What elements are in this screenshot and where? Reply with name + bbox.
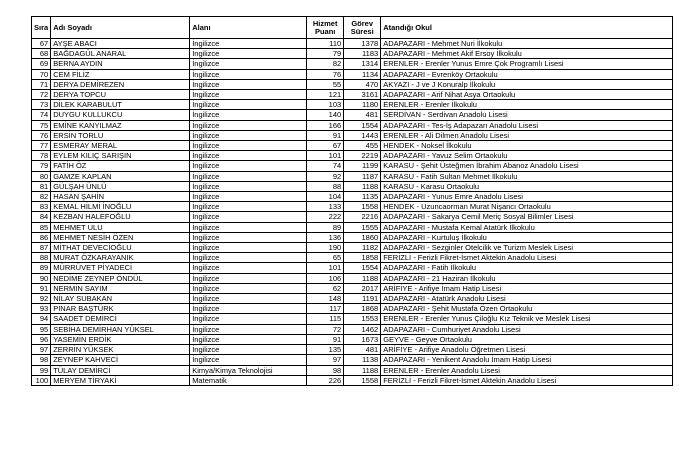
cell-sira: 98	[32, 355, 51, 365]
table-row	[32, 151, 673, 161]
cell-gorev-suresi: 1443	[344, 130, 381, 140]
cell-gorev-suresi: 1183	[344, 49, 381, 59]
cell-adi-soyadi: MERYEM TİRYAKİ	[51, 375, 190, 385]
table-row	[32, 130, 673, 140]
header-alani: Alanı	[190, 17, 307, 39]
table-row	[32, 273, 673, 283]
cell-adi-soyadi: NİLAY SUBAKAN	[51, 294, 190, 304]
cell-atandigi-okul: ADAPAZARI - Tes-İş Adapazarı Anadolu Lisesi	[381, 120, 673, 130]
cell-atandigi-okul: ARİFİYE - Arifiye Anadolu Öğretmen Lisesi	[381, 345, 673, 355]
cell-adi-soyadi: MÜRRÜVET PİYADECİ	[51, 263, 190, 273]
table-row	[32, 294, 673, 304]
cell-atandigi-okul: ADAPAZARI - Yavuz Selim Ortaokulu	[381, 151, 673, 161]
cell-sira: 84	[32, 212, 51, 222]
cell-alani: İngilizce	[190, 202, 307, 212]
cell-alani: İngilizce	[190, 304, 307, 314]
cell-atandigi-okul: ERENLER - Erenler İlkokulu	[381, 100, 673, 110]
cell-atandigi-okul: ADAPAZARI - Mehmet Akif Ersoy İlkokulu	[381, 49, 673, 59]
cell-adi-soyadi: CEM FİLİZ	[51, 69, 190, 79]
cell-sira: 77	[32, 141, 51, 151]
cell-alani: İngilizce	[190, 355, 307, 365]
cell-sira: 78	[32, 151, 51, 161]
cell-alani: İngilizce	[190, 222, 307, 232]
cell-adi-soyadi: AYŞE ABACI	[51, 39, 190, 49]
cell-alani: İngilizce	[190, 283, 307, 293]
cell-atandigi-okul: KARASU - Şehit Üsteğmen İbrahim Abanoz Anadolu Lisesi	[381, 161, 673, 171]
cell-hizmet-puani: 65	[307, 253, 344, 263]
cell-alani: İngilizce	[190, 171, 307, 181]
cell-sira: 82	[32, 192, 51, 202]
cell-sira: 69	[32, 59, 51, 69]
cell-alani: İngilizce	[190, 120, 307, 130]
cell-adi-soyadi: NEDİME ZEYNEP ÖNDÜL	[51, 273, 190, 283]
cell-atandigi-okul: HENDEK - Uzuncaorman Murat Nişancı Ortaokulu	[381, 202, 673, 212]
cell-sira: 95	[32, 324, 51, 334]
table-body	[32, 39, 673, 386]
cell-atandigi-okul: SERDİVAN - Serdivan Anadolu Lisesi	[381, 110, 673, 120]
cell-alani: İngilizce	[190, 151, 307, 161]
cell-alani: İngilizce	[190, 345, 307, 355]
cell-hizmet-puani: 101	[307, 151, 344, 161]
cell-adi-soyadi: YASEMİN ERDİK	[51, 334, 190, 344]
cell-alani: İngilizce	[190, 100, 307, 110]
cell-adi-soyadi: ZERRİN YÜKSEK	[51, 345, 190, 355]
cell-sira: 88	[32, 253, 51, 263]
table-row	[32, 120, 673, 130]
header-gorev-suresi-label: Görev Süresi	[350, 18, 374, 36]
table-row	[32, 334, 673, 344]
cell-atandigi-okul: ADAPAZARI - Yunus Emre Anadolu Lisesi	[381, 192, 673, 202]
cell-atandigi-okul: AKYAZI - J ve J Konuralp İlkokulu	[381, 79, 673, 89]
cell-adi-soyadi: DUYGU KULLUKCU	[51, 110, 190, 120]
cell-hizmet-puani: 190	[307, 243, 344, 253]
header-sira: Sıra	[32, 17, 51, 39]
table-row	[32, 202, 673, 212]
cell-gorev-suresi: 1860	[344, 232, 381, 242]
cell-adi-soyadi: HASAN ŞAHİN	[51, 192, 190, 202]
cell-adi-soyadi: MURAT ÖZKARAYANIK	[51, 253, 190, 263]
cell-adi-soyadi: PINAR BAŞTÜRK	[51, 304, 190, 314]
cell-sira: 81	[32, 181, 51, 191]
cell-hizmet-puani: 226	[307, 375, 344, 385]
table-row	[32, 69, 673, 79]
cell-gorev-suresi: 1558	[344, 202, 381, 212]
cell-hizmet-puani: 72	[307, 324, 344, 334]
table-row	[32, 181, 673, 191]
cell-hizmet-puani: 148	[307, 294, 344, 304]
cell-alani: İngilizce	[190, 324, 307, 334]
cell-sira: 68	[32, 49, 51, 59]
cell-atandigi-okul: ADAPAZARI - Yenikent Anadolu İmam Hatip Lisesi	[381, 355, 673, 365]
cell-adi-soyadi: EYLEM KILIÇ SARIŞIN	[51, 151, 190, 161]
cell-hizmet-puani: 140	[307, 110, 344, 120]
table-row	[32, 304, 673, 314]
header-hizmet-puani	[307, 17, 344, 39]
cell-hizmet-puani: 136	[307, 232, 344, 242]
table-row	[32, 100, 673, 110]
cell-alani: İngilizce	[190, 212, 307, 222]
cell-hizmet-puani: 106	[307, 273, 344, 283]
cell-hizmet-puani: 76	[307, 69, 344, 79]
cell-hizmet-puani: 135	[307, 345, 344, 355]
cell-sira: 74	[32, 110, 51, 120]
cell-atandigi-okul: ARİFİYE - Arifiye İmam Hatip Lisesi	[381, 283, 673, 293]
cell-adi-soyadi: DERYA DEMİREZEN	[51, 79, 190, 89]
cell-gorev-suresi: 1555	[344, 222, 381, 232]
table-row	[32, 314, 673, 324]
cell-adi-soyadi: MEHMET ULU	[51, 222, 190, 232]
cell-atandigi-okul: ERENLER - Erenler Yunus Çiloğlu Kız Teknik ve Meslek Lisesi	[381, 314, 673, 324]
cell-atandigi-okul: ADAPAZARI - Mehmet Nuri İlkokulu	[381, 39, 673, 49]
cell-sira: 79	[32, 161, 51, 171]
cell-alani: İngilizce	[190, 334, 307, 344]
table-row	[32, 79, 673, 89]
cell-hizmet-puani: 222	[307, 212, 344, 222]
cell-alani: İngilizce	[190, 59, 307, 69]
cell-atandigi-okul: ADAPAZARI - Mustafa Kemal Atatürk İlkokulu	[381, 222, 673, 232]
table-row	[32, 283, 673, 293]
cell-alani: İngilizce	[190, 253, 307, 263]
table-row	[32, 161, 673, 171]
cell-sira: 71	[32, 79, 51, 89]
cell-gorev-suresi: 1558	[344, 375, 381, 385]
cell-adi-soyadi: DİLEK KARABULUT	[51, 100, 190, 110]
cell-gorev-suresi: 1138	[344, 355, 381, 365]
cell-hizmet-puani: 92	[307, 171, 344, 181]
cell-alani: İngilizce	[190, 161, 307, 171]
table-row	[32, 49, 673, 59]
cell-atandigi-okul: ADAPAZARI - 21 Haziran İlkokulu	[381, 273, 673, 283]
cell-atandigi-okul: GEYVE - Geyve Ortaokulu	[381, 334, 673, 344]
cell-hizmet-puani: 97	[307, 355, 344, 365]
cell-adi-soyadi: GÜLŞAH ÜNLÜ	[51, 181, 190, 191]
table-row	[32, 355, 673, 365]
cell-sira: 87	[32, 243, 51, 253]
cell-sira: 94	[32, 314, 51, 324]
cell-gorev-suresi: 455	[344, 141, 381, 151]
cell-hizmet-puani: 121	[307, 90, 344, 100]
cell-sira: 76	[32, 130, 51, 140]
header-atandigi-okul: Atandığı Okul	[381, 17, 673, 39]
cell-sira: 91	[32, 283, 51, 293]
cell-gorev-suresi: 1673	[344, 334, 381, 344]
table-row	[32, 192, 673, 202]
cell-alani: İngilizce	[190, 90, 307, 100]
cell-adi-soyadi: SAADET DEMİRCİ	[51, 314, 190, 324]
cell-sira: 75	[32, 120, 51, 130]
cell-hizmet-puani: 67	[307, 141, 344, 151]
cell-gorev-suresi: 1199	[344, 161, 381, 171]
cell-hizmet-puani: 104	[307, 192, 344, 202]
cell-hizmet-puani: 98	[307, 365, 344, 375]
cell-hizmet-puani: 133	[307, 202, 344, 212]
cell-gorev-suresi: 481	[344, 110, 381, 120]
cell-atandigi-okul: ADAPAZARI - Evrenköy Ortaokulu	[381, 69, 673, 79]
cell-hizmet-puani: 79	[307, 49, 344, 59]
cell-gorev-suresi: 1180	[344, 100, 381, 110]
cell-gorev-suresi: 1314	[344, 59, 381, 69]
cell-gorev-suresi: 1188	[344, 181, 381, 191]
cell-sira: 80	[32, 171, 51, 181]
cell-hizmet-puani: 103	[307, 100, 344, 110]
header-hizmet-puani-label: Hizmet Puanı	[312, 18, 338, 36]
cell-hizmet-puani: 82	[307, 59, 344, 69]
cell-gorev-suresi: 470	[344, 79, 381, 89]
cell-alani: Matematik	[190, 375, 307, 385]
cell-sira: 99	[32, 365, 51, 375]
table-row	[32, 375, 673, 385]
cell-gorev-suresi: 2219	[344, 151, 381, 161]
cell-hizmet-puani: 89	[307, 222, 344, 232]
cell-alani: İngilizce	[190, 69, 307, 79]
header-gorev-suresi	[344, 17, 381, 39]
cell-gorev-suresi: 1858	[344, 253, 381, 263]
cell-alani: İngilizce	[190, 39, 307, 49]
table-row	[32, 243, 673, 253]
table-row	[32, 253, 673, 263]
assignment-table	[31, 16, 673, 386]
cell-atandigi-okul: HENDEK - Noksel İlkokulu	[381, 141, 673, 151]
cell-alani: Kimya/Kimya Teknolojisi	[190, 365, 307, 375]
cell-sira: 85	[32, 222, 51, 232]
cell-adi-soyadi: GAMZE KAPLAN	[51, 171, 190, 181]
cell-adi-soyadi: ZEYNEP KAHVECİ	[51, 355, 190, 365]
cell-sira: 67	[32, 39, 51, 49]
cell-atandigi-okul: ADAPAZARI - Sakarya Cemil Meriç Sosyal Bilimler Lisesi	[381, 212, 673, 222]
cell-alani: İngilizce	[190, 49, 307, 59]
cell-adi-soyadi: ERSİN TORLU	[51, 130, 190, 140]
cell-hizmet-puani: 101	[307, 263, 344, 273]
cell-adi-soyadi: TÜLAY DEMİRCİ	[51, 365, 190, 375]
cell-alani: İngilizce	[190, 130, 307, 140]
cell-adi-soyadi: KEMAL HİLMİ İNOĞLU	[51, 202, 190, 212]
cell-atandigi-okul: ADAPAZARI - Fatih İlkokulu	[381, 263, 673, 273]
cell-atandigi-okul: ADAPAZARI - Sezginler Otelcilik ve Turizm Meslek Lisesi	[381, 243, 673, 253]
cell-atandigi-okul: FERİZLİ - Ferizli Fikret-İsmet Aktekin Anadolu Lisesi	[381, 375, 673, 385]
cell-gorev-suresi: 3161	[344, 90, 381, 100]
cell-adi-soyadi: EMİNE KANYILMAZ	[51, 120, 190, 130]
cell-gorev-suresi: 1188	[344, 273, 381, 283]
cell-gorev-suresi: 1135	[344, 192, 381, 202]
table-row	[32, 212, 673, 222]
cell-atandigi-okul: ERENLER - Erenler Yunus Emre Çok Programlı Lisesi	[381, 59, 673, 69]
cell-gorev-suresi: 2216	[344, 212, 381, 222]
cell-alani: İngilizce	[190, 192, 307, 202]
cell-adi-soyadi: MEHMET NESİH ÖZEN	[51, 232, 190, 242]
cell-sira: 83	[32, 202, 51, 212]
cell-sira: 100	[32, 375, 51, 385]
cell-alani: İngilizce	[190, 232, 307, 242]
cell-sira: 97	[32, 345, 51, 355]
cell-sira: 96	[32, 334, 51, 344]
cell-sira: 90	[32, 273, 51, 283]
cell-alani: İngilizce	[190, 294, 307, 304]
table-row	[32, 141, 673, 151]
cell-adi-soyadi: SEBİHA DEMİRHAN YÜKSEL	[51, 324, 190, 334]
cell-adi-soyadi: ESMERAY MERAL	[51, 141, 190, 151]
cell-gorev-suresi: 1553	[344, 314, 381, 324]
cell-adi-soyadi: KEZBAN HALEFOĞLU	[51, 212, 190, 222]
cell-atandigi-okul: ADAPAZARI - Kurtuluş İlkokulu	[381, 232, 673, 242]
table-row	[32, 59, 673, 69]
cell-hizmet-puani: 115	[307, 314, 344, 324]
cell-alani: İngilizce	[190, 263, 307, 273]
cell-hizmet-puani: 62	[307, 283, 344, 293]
cell-hizmet-puani: 110	[307, 39, 344, 49]
cell-hizmet-puani: 166	[307, 120, 344, 130]
cell-atandigi-okul: KARASU - Karasu Ortaokulu	[381, 181, 673, 191]
cell-adi-soyadi: NERMİN SAYIM	[51, 283, 190, 293]
cell-gorev-suresi: 1188	[344, 365, 381, 375]
table-row	[32, 171, 673, 181]
cell-atandigi-okul: ERENLER - Ali Dilmen Anadolu Lisesi	[381, 130, 673, 140]
cell-adi-soyadi: BERNA AYDIN	[51, 59, 190, 69]
cell-sira: 70	[32, 69, 51, 79]
cell-atandigi-okul: ADAPAZARI - Atatürk Anadolu Lisesi	[381, 294, 673, 304]
cell-hizmet-puani: 117	[307, 304, 344, 314]
table-row	[32, 324, 673, 334]
cell-hizmet-puani: 91	[307, 334, 344, 344]
table-header-row	[32, 17, 673, 39]
cell-alani: İngilizce	[190, 314, 307, 324]
cell-gorev-suresi: 481	[344, 345, 381, 355]
cell-adi-soyadi: DERYA TOPCU	[51, 90, 190, 100]
table-row	[32, 232, 673, 242]
cell-adi-soyadi: MİTHAT DEVECİOĞLU	[51, 243, 190, 253]
cell-hizmet-puani: 88	[307, 181, 344, 191]
cell-alani: İngilizce	[190, 110, 307, 120]
cell-sira: 72	[32, 90, 51, 100]
cell-atandigi-okul: FERİZLİ - Ferizli Fikret-İsmet Aktekin Anadolu Lisesi	[381, 253, 673, 263]
cell-hizmet-puani: 55	[307, 79, 344, 89]
cell-hizmet-puani: 91	[307, 130, 344, 140]
cell-gorev-suresi: 1182	[344, 243, 381, 253]
cell-sira: 92	[32, 294, 51, 304]
cell-alani: İngilizce	[190, 141, 307, 151]
cell-gorev-suresi: 1868	[344, 304, 381, 314]
cell-sira: 86	[32, 232, 51, 242]
cell-gorev-suresi: 1191	[344, 294, 381, 304]
cell-atandigi-okul: ADAPAZARI - Şehit Mustafa Özen Ortaokulu	[381, 304, 673, 314]
cell-sira: 73	[32, 100, 51, 110]
table-row	[32, 263, 673, 273]
cell-gorev-suresi: 1378	[344, 39, 381, 49]
table-row	[32, 90, 673, 100]
table-row	[32, 39, 673, 49]
cell-gorev-suresi: 1134	[344, 69, 381, 79]
cell-gorev-suresi: 1187	[344, 171, 381, 181]
cell-atandigi-okul: KARASU - Fatih Sultan Mehmet İlkokulu	[381, 171, 673, 181]
cell-sira: 93	[32, 304, 51, 314]
table-row	[32, 222, 673, 232]
cell-alani: İngilizce	[190, 273, 307, 283]
cell-atandigi-okul: ADAPAZARI - Arif Nihat Asya Ortaokulu	[381, 90, 673, 100]
cell-alani: İngilizce	[190, 181, 307, 191]
cell-sira: 89	[32, 263, 51, 273]
cell-gorev-suresi: 2017	[344, 283, 381, 293]
cell-gorev-suresi: 1554	[344, 263, 381, 273]
cell-atandigi-okul: ERENLER - Erenler Anadolu Lisesi	[381, 365, 673, 375]
cell-adi-soyadi: FATİH ÖZ	[51, 161, 190, 171]
cell-alani: İngilizce	[190, 79, 307, 89]
cell-alani: İngilizce	[190, 243, 307, 253]
header-adi-soyadi: Adı Soyadı	[51, 17, 190, 39]
table-row	[32, 345, 673, 355]
cell-gorev-suresi: 1554	[344, 120, 381, 130]
table-row	[32, 110, 673, 120]
cell-hizmet-puani: 74	[307, 161, 344, 171]
cell-adi-soyadi: BAĞDAGÜL ANARAL	[51, 49, 190, 59]
table-row	[32, 365, 673, 375]
cell-atandigi-okul: ADAPAZARI - Cumhuriyet Anadolu Lisesi	[381, 324, 673, 334]
cell-gorev-suresi: 1462	[344, 324, 381, 334]
